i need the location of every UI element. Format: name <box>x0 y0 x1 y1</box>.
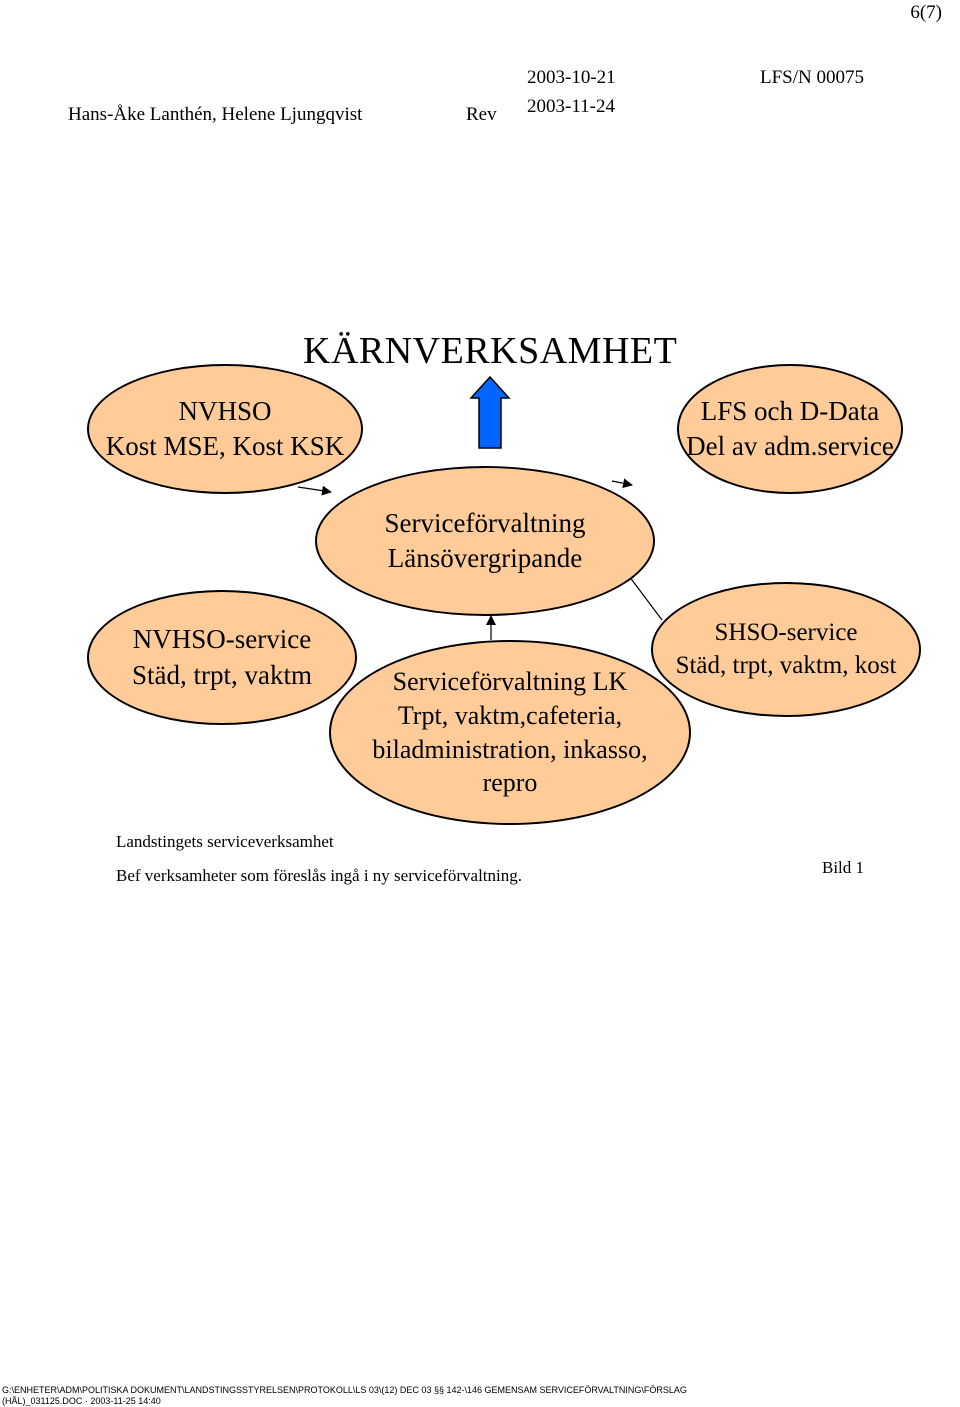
document-id: LFS/N 00075 <box>760 67 864 88</box>
node-nvhso-service-title: NVHSO-service <box>132 624 312 655</box>
node-nvhso-title: NVHSO <box>178 395 272 426</box>
node-lk-line4: repro <box>482 768 538 798</box>
footer-filename: (HÅL)_031125.DOC · 2003-11-25 14:40 <box>2 1396 161 1406</box>
node-lfs <box>677 364 903 494</box>
connector-shso-to-center <box>626 572 662 620</box>
up-arrow-icon <box>471 377 509 448</box>
connector-nvhso-to-center <box>298 487 331 492</box>
connector-lfs-to-center <box>612 481 632 485</box>
node-lk <box>329 640 691 825</box>
node-lfs-subtitle: Del av adm.service <box>686 431 894 461</box>
node-nvhso-service-subtitle: Städ, trpt, vaktm <box>132 659 312 690</box>
node-nvhso <box>87 364 363 494</box>
node-lk-line3: biladministration, inkasso, <box>372 734 648 764</box>
node-shso <box>651 582 921 717</box>
authors: Hans-Åke Lanthén, Helene Ljungqvist <box>68 104 363 125</box>
node-lfs-title: LFS och D-Data <box>700 395 880 426</box>
node-nvhso-service <box>87 590 357 725</box>
node-nvhso-subtitle: Kost MSE, Kost KSK <box>105 431 345 461</box>
core-business-title: KÄRNVERKSAMHET <box>303 330 678 372</box>
date-created: 2003-10-21 <box>527 67 616 88</box>
node-lk-line2: Trpt, vaktm,cafeteria, <box>397 700 623 730</box>
node-center-title: Serviceförvaltning <box>384 507 586 538</box>
node-lk-title: Serviceförvaltning LK <box>392 666 628 696</box>
node-shso-subtitle: Städ, trpt, vaktm, kost <box>675 651 897 679</box>
node-center-subtitle: Länsövergripande <box>387 543 583 573</box>
node-center <box>315 466 655 616</box>
figure-label: Bild 1 <box>822 858 865 877</box>
caption-line1: Landstingets serviceverksamhet <box>116 832 334 851</box>
caption-line2: Bef verksamheter som föreslås ingå i ny serviceförvaltning. <box>116 866 522 885</box>
footer-path: G:\ENHETER\ADM\POLITISKA DOKUMENT\LANDSTINGSSTYRELSEN\PROTOKOLL\LS 03\(12) DEC 03 §§ 142-\146 GEMENSAM SERVICEFÖRVALTNING\FÖRSLAG <box>2 1385 687 1395</box>
page-number: 6(7) <box>910 2 942 23</box>
node-shso-title: SHSO-service <box>714 619 858 646</box>
rev-label: Rev <box>466 104 497 125</box>
date-revised: 2003-11-24 <box>527 96 615 117</box>
